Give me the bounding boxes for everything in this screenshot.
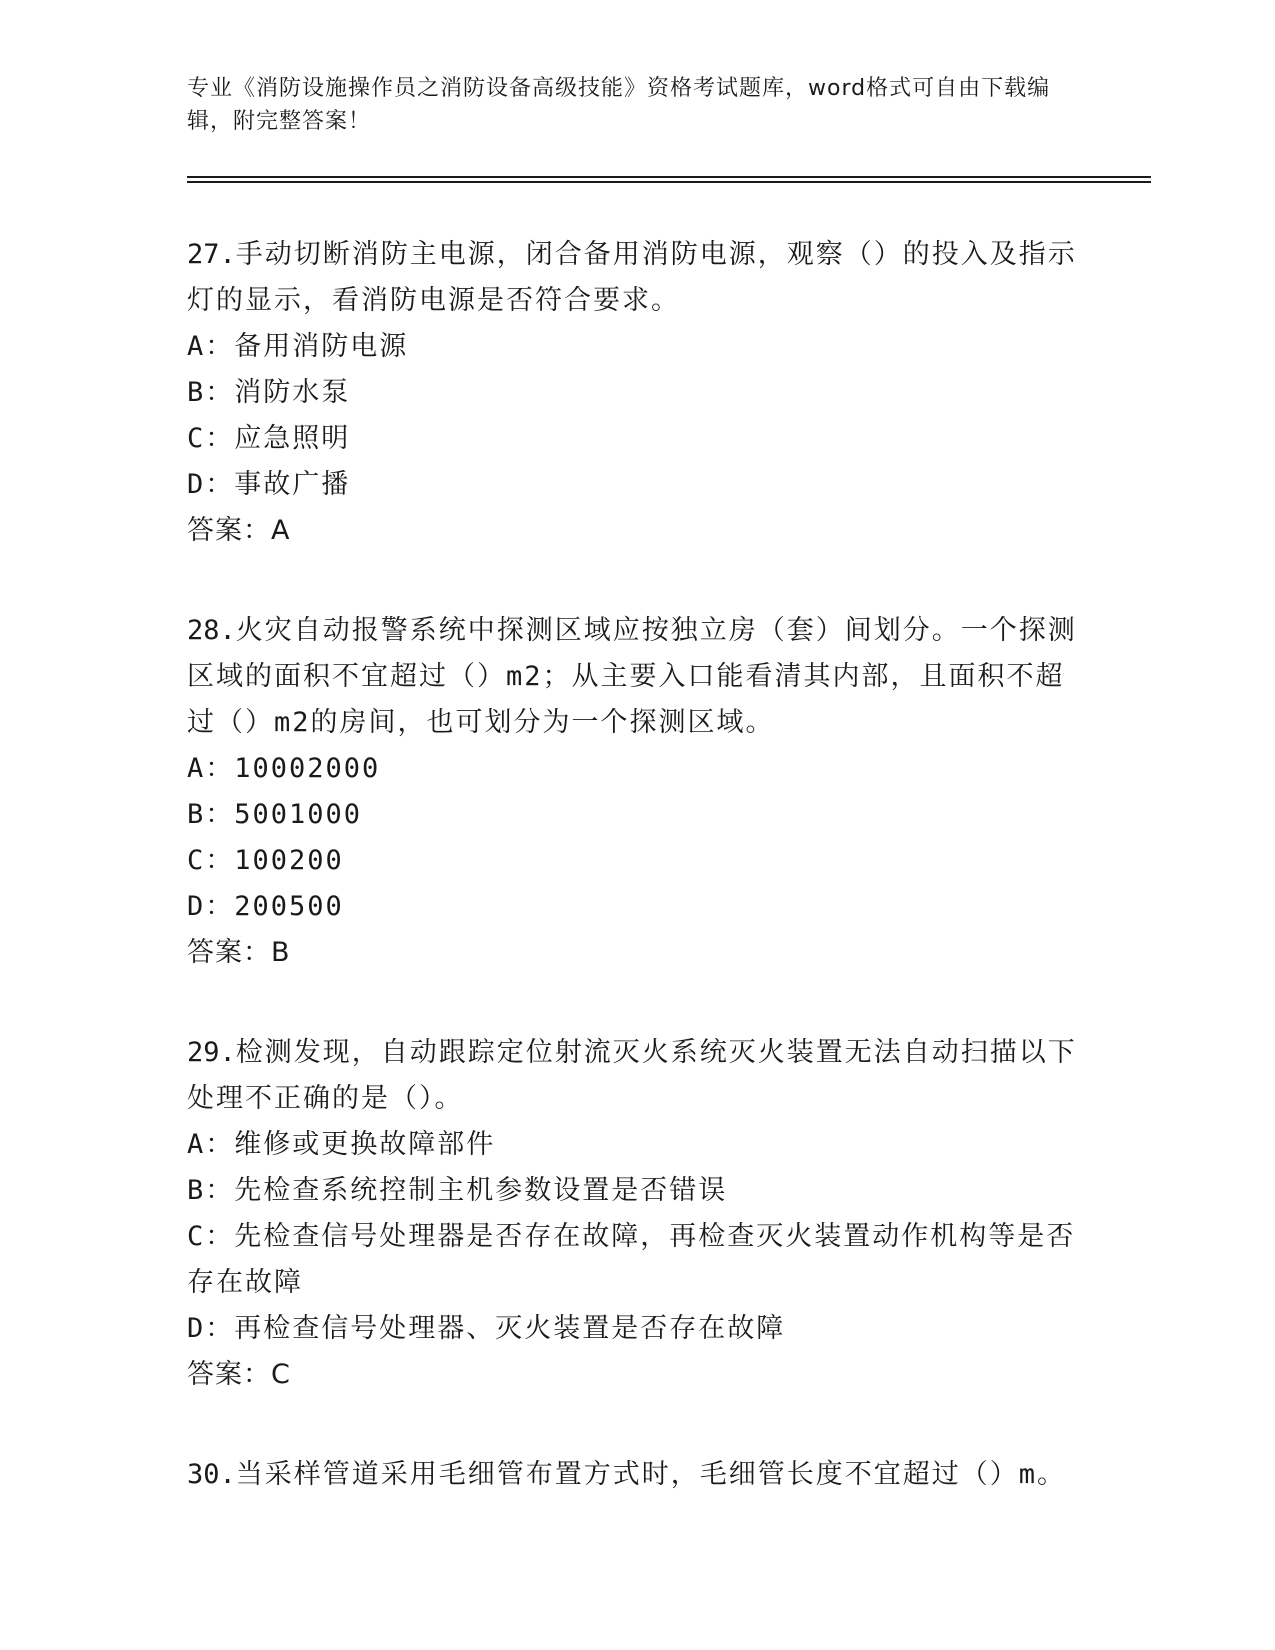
option-text: 10002000 xyxy=(234,753,381,784)
option-label: C： xyxy=(187,845,235,876)
option-text: 再检查信号处理器、灭火装置是否存在故障 xyxy=(234,1313,786,1344)
question-stem xyxy=(187,1452,1077,1498)
question-text: 检测发现，自动跟踪定位射流灭火系统灭火装置无法自动扫描以下处理不正确的是（）。 xyxy=(187,1037,1077,1114)
option-label: A： xyxy=(187,1129,235,1160)
option-b xyxy=(187,792,1077,838)
header-text: 专业《消防设施操作员之消防设备高级技能》资格考试题库，word格式可自由下载编辑，附完整答案！ xyxy=(187,76,1051,134)
option-d xyxy=(187,884,1077,930)
option-c xyxy=(187,416,1077,462)
option-text: 消防水泵 xyxy=(234,377,351,408)
option-b xyxy=(187,1168,1077,1214)
option-text: 备用消防电源 xyxy=(234,331,409,362)
question-29 xyxy=(187,1030,1077,1398)
option-b xyxy=(187,370,1077,416)
question-number: 28. xyxy=(187,615,236,646)
question-text: 手动切断消防主电源，闭合备用消防电源，观察（）的投入及指示灯的显示，看消防电源是否符合要求。 xyxy=(187,239,1077,316)
option-a xyxy=(187,746,1077,792)
answer-value: C xyxy=(271,1359,291,1390)
answer-label: 答案： xyxy=(187,1359,271,1390)
option-c xyxy=(187,1214,1077,1306)
option-label: C： xyxy=(187,423,235,454)
option-d xyxy=(187,1306,1077,1352)
header-divider-bottom xyxy=(187,181,1151,183)
question-text: 火灾自动报警系统中探测区域应按独立房（套）间划分。一个探测区域的面积不宜超过（）m2；从主要入口能看清其内部，且面积不超过（）m2的房间，也可划分为一个探测区域。 xyxy=(187,615,1077,738)
answer-line xyxy=(187,1352,1077,1398)
document-header xyxy=(187,72,1067,138)
option-text: 应急照明 xyxy=(234,423,351,454)
question-number: 30. xyxy=(187,1459,236,1490)
answer-label: 答案： xyxy=(187,937,271,968)
option-label: B： xyxy=(187,377,235,408)
question-number: 29. xyxy=(187,1037,236,1068)
answer-value: B xyxy=(271,937,291,968)
option-text: 200500 xyxy=(234,891,344,922)
answer-line xyxy=(187,930,1077,976)
question-28 xyxy=(187,608,1077,976)
option-text: 5001000 xyxy=(234,799,363,830)
option-label: A： xyxy=(187,753,235,784)
header-divider-top xyxy=(187,176,1151,178)
option-label: D： xyxy=(187,469,235,500)
answer-label: 答案： xyxy=(187,515,271,546)
option-label: C： xyxy=(187,1221,235,1252)
option-text: 事故广播 xyxy=(234,469,351,500)
option-label: A： xyxy=(187,331,235,362)
question-text: 当采样管道采用毛细管布置方式时，毛细管长度不宜超过（）m。 xyxy=(235,1459,1067,1490)
option-d xyxy=(187,462,1077,508)
option-text: 100200 xyxy=(234,845,344,876)
option-text: 先检查系统控制主机参数设置是否错误 xyxy=(234,1175,728,1206)
option-label: D： xyxy=(187,891,235,922)
question-stem xyxy=(187,608,1077,746)
option-a xyxy=(187,324,1077,370)
question-stem xyxy=(187,232,1077,324)
question-list xyxy=(187,232,1077,1552)
option-text: 先检查信号处理器是否存在故障，再检查灭火装置动作机构等是否存在故障 xyxy=(187,1221,1076,1298)
answer-line xyxy=(187,508,1077,554)
answer-value: A xyxy=(271,515,291,546)
question-stem xyxy=(187,1030,1077,1122)
option-label: D： xyxy=(187,1313,235,1344)
option-c xyxy=(187,838,1077,884)
question-27 xyxy=(187,232,1077,554)
option-a xyxy=(187,1122,1077,1168)
question-30 xyxy=(187,1452,1077,1498)
option-label: B： xyxy=(187,1175,235,1206)
option-text: 维修或更换故障部件 xyxy=(234,1129,496,1160)
option-label: B： xyxy=(187,799,235,830)
question-number: 27. xyxy=(187,239,236,270)
